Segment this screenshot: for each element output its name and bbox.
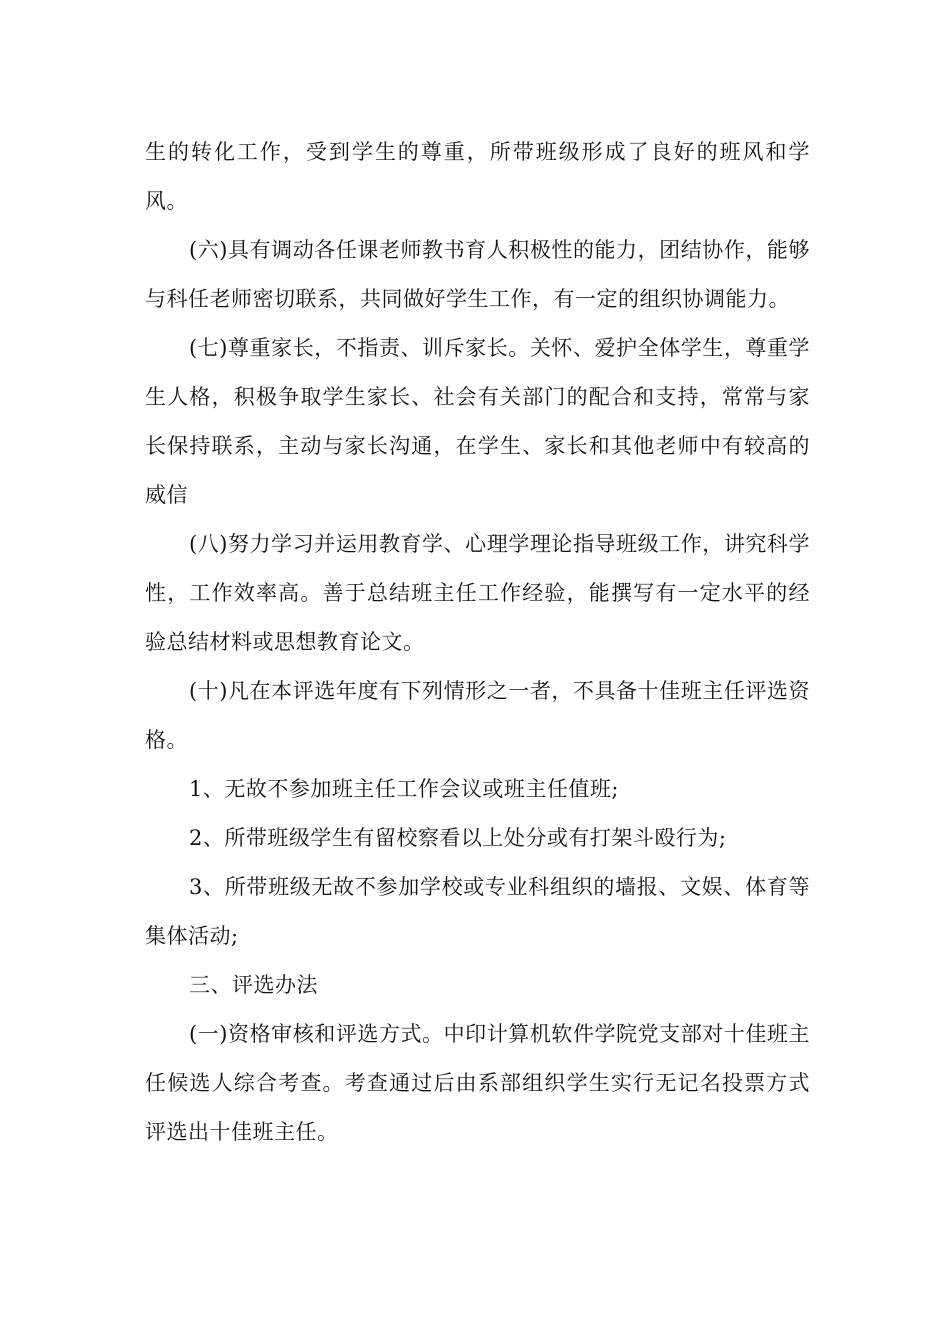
paragraph: (八)努力学习并运用教育学、心理学理论指导班级工作，讲究科学性，工作效率高。善于总结班主任工作经验，能撰写有一定水平的经验总结材料或思想教育论文。 bbox=[145, 532, 810, 654]
list-item: 1、无故不参加班主任工作会议或班主任值班; bbox=[189, 777, 619, 801]
paragraph: (一)资格审核和评选方式。中印计算机软件学院党支部对十佳班主任候选人综合考查。考查通过后由系部组织学生实行无记名投票方式评选出十佳班主任。 bbox=[145, 1022, 810, 1144]
list-item: 2、所带班级学生有留校察看以上处分或有打架斗殴行为; bbox=[189, 826, 727, 850]
section-heading: 三、评选办法 bbox=[189, 973, 318, 997]
paragraph: (七)尊重家长，不指责、训斥家长。关怀、爱护全体学生，尊重学生人格，积极争取学生家长、社会有关部门的配合和支持，常常与家长保持联系，主动与家长沟通，在学生、家长和其他老师中有较高的威信 bbox=[145, 336, 810, 507]
list-item: 3、所带班级无故不参加学校或专业科组织的墙报、文娱、体育等集体活动; bbox=[145, 875, 810, 948]
paragraph: (六)具有调动各任课老师教书育人积极性的能力，团结协作，能够与科任老师密切联系，共同做好学生工作，有一定的组织协调能力。 bbox=[145, 238, 810, 311]
paragraph: 生的转化工作，受到学生的尊重，所带班级形成了良好的班风和学风。 bbox=[145, 140, 810, 213]
document-body bbox=[145, 128, 810, 1157]
paragraph: (十)凡在本评选年度有下列情形之一者，不具备十佳班主任评选资格。 bbox=[145, 679, 810, 752]
